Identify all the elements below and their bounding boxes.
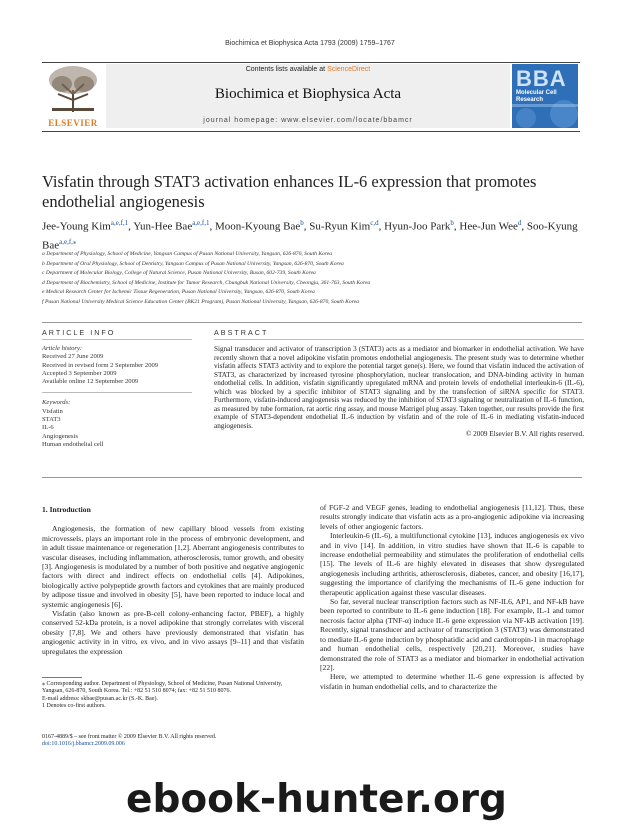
journal-name: Biochimica et Biophysica Acta — [214, 86, 402, 102]
paragraph: Here, we attempted to determine whether IL-6 gene expression is affected by visfatin in human endothelial cells, and to characterize the — [320, 672, 584, 691]
footnote: E-mail address: skbae@pusan.ac.kr (S.-K. Bae). — [42, 695, 158, 702]
author-list: Jee-Young Kim$^{a,e,f,1}$, Yun-Hee Bae$^{a,e,f,1}$, Moon-Kyoung Bae$^b$, Su-Ryun Kim$^{c,d}$, Hyun-Joo Park$^b$, Hee-Jun Wee$^d$, Soo-Kyung Bae$^{a,e,f,⁎}$ — [42, 219, 578, 252]
paragraph: Interleukin-6 (IL-6), a multifunctional cytokine [13], induces angiogenesis ex vivo and in vivo [14]. In addition, in vitro studies have shown that IL-6 is capable to increase endothelial permeability and stimulates the proliferation of endothelial cells [15]. The levels of IL-6 are highly elevated in diseases that show dysregulated angiogenesis including arthritis, atherosclerosis, diabetes, cancer, and obesity [16,17], suggesting the importance of clarifying the mechanisms of IL-6 gene induction for therapeutic application against these vascular diseases. — [320, 531, 584, 597]
author-name: Su-Ryun Kim — [309, 220, 371, 233]
cover-title: BBA — [516, 66, 567, 91]
abstract-heading: ABSTRACT — [214, 328, 269, 337]
affiliation: b Department of Oral Physiology, School of Dentistry, Yangsan Campus of Pusan National University, Yangsan, 626-870, South Korea — [42, 260, 344, 267]
author-name: Jee-Young Kim — [42, 220, 111, 233]
article-title: Visfatin through STAT3 activation enhances IL-6 expression that promotes endothelial angiogenesis — [42, 172, 537, 211]
divider — [42, 392, 192, 393]
author-affil-marker: d — [517, 219, 522, 227]
author-name: Hyun-Joo Park — [384, 220, 451, 233]
keyword: STAT3 — [42, 416, 61, 424]
keyword: Angiogenesis — [42, 432, 78, 440]
section-heading: 1. Introduction — [42, 505, 91, 514]
affiliation-list — [42, 250, 582, 308]
abstract-text: Signal transducer and activator of transcription 3 (STAT3) acts as a mediator and biomarker in endothelial activation. We have recently shown that a novel adipokine visfatin promotes endothelial angiogenesis. The present study was to determine whether visfatin affects STAT3 activity and to explore the potential target gene(s). Here, we found that visfatin induced the activation of STAT3, as characterized by increased tyrosine phosphorylation, nuclear translocation, and DNA-binding activity in human endothelial cells. In addition, visfatin significantly upregulated mRNA and protein levels of endothelial interleukin-6 (IL-6), which was blocked by a specific inhibitor of STAT3 signaling and by the transfection of siRNA specific for STAT3. Furthermore, visfatin-induced angiogenesis was reduced by the inhibition of STAT3 signaling or neutralization of IL-6 function, as measured by tube formation, rat aortic ring assay, and mouse Matrigel plug assay. Taken together, our results provide the first example of STAT3-dependent endothelial IL-6 induction by visfatin and of the role of IL-6 in mediating visfatin-induced angiogenesis. — [214, 345, 584, 430]
author-name: Moon-Kyoung Bae — [215, 220, 301, 233]
right-column — [320, 503, 584, 691]
journal-homepage[interactable]: journal homepage: www.elsevier.com/locate/bbamcr — [203, 117, 413, 124]
affiliation: e Medical Research Center for Ischemic Tissue Regeneration, Pusan National University, Yangsan, 626-870, South Korea — [42, 289, 315, 296]
left-column — [42, 505, 304, 656]
contents-line — [106, 66, 510, 73]
contents-prefix: Contents lists available at — [245, 66, 328, 73]
keyword: Human endothelial cell — [42, 440, 104, 448]
footnote: ⁎ Corresponding author. Department of Physiology, School of Medicine, Pusan National University, Yangsan, 626-870, South Korea. Tel.: +82 51 510 8074; fax: +82 51 510 8076. — [42, 681, 283, 695]
front-matter — [42, 734, 304, 749]
divider — [42, 339, 192, 340]
history-list — [42, 353, 192, 386]
history-label: Article history: — [42, 345, 83, 352]
paragraph: of FGF-2 and VEGF genes, leading to endothelial angiogenesis [11,12]. Thus, these results strongly indicate that visfatin acts as a pro-angiogenic adipokine via increasing levels of other angiogenic factors. — [320, 503, 584, 531]
author-affil-marker: c,d — [370, 219, 379, 227]
paragraph: Angiogenesis, the formation of new capillary blood vessels from existing microvessels, plays an important role in the process of embryonic development, and in adult tissue maintenance or regeneration [1,2]. Aberrant angiogenesis contributes to vascular diseases, including inflammation, atherosclerosis, tumor growth, and obesity [3]. Angiogenesis is modulated by a number of both positive and negative angiogenic factors with direct and indirect effects on endothelial cells [4]. Adipokines, biologically active polypeptide growth factors and cytokines that are mainly produced by adipose tissue and involved in obesity [5], have been reported to induce local and systemic angiogenesis [6]. — [42, 524, 304, 609]
article-info — [42, 345, 192, 449]
history-item: Accepted 3 September 2009 — [42, 369, 117, 377]
keyword: Visfatin — [42, 407, 63, 415]
paragraph: Visfatin (also known as pre-B-cell colony-enhancing factor, PBEF), a highly conserved 52-kDa protein, is a novel adipokine that strongly correlates with visceral obesity [7,8]. We and others have previously demonstrated that visfatin has angiogenic activity in in vitro, ex vivo, and in vivo assays [9–11] and that visfatin upregulates the expression — [42, 609, 304, 656]
divider — [214, 339, 584, 340]
watermark: ebook-hunter.org — [126, 777, 507, 822]
keyword: IL-6 — [42, 424, 54, 432]
issn-line: 0167-4889/$ – see front matter © 2009 Elsevier B.V. All rights reserved. — [42, 734, 217, 740]
author-affil-marker: b — [300, 219, 304, 227]
divider — [42, 322, 582, 323]
footnote-rule — [42, 677, 82, 678]
affiliation: f Pusan National University Medical Science Education Center (BK21 Program), Pusan National University, Yangsan, 626-870, South Korea — [42, 298, 359, 305]
author-affil-marker: a,e,f,⁎ — [59, 237, 77, 246]
history-item: Received 27 June 2009 — [42, 353, 104, 361]
sciencedirect-link[interactable]: ScienceDirect — [327, 66, 371, 73]
cover-subtitle: Molecular Cell Research — [516, 90, 557, 103]
affiliation: c Department of Molecular Biology, College of Natural Science, Pusan National University, Busan, 602-739, South Korea — [42, 270, 316, 277]
copyright: © 2009 Elsevier B.V. All rights reserved. — [465, 430, 584, 438]
author-name: Yun-Hee Bae — [133, 220, 193, 233]
affiliation: a Department of Physiology, School of Medicine, Yangsan Campus of Pusan National University, Yangsan, 626-870, South Korea — [42, 251, 333, 257]
keyword-list — [42, 408, 192, 449]
article-info-heading: ARTICLE INFO — [42, 328, 116, 337]
author-affil-marker: a,e,f,1 — [192, 219, 210, 227]
keywords-label: Keywords: — [42, 399, 71, 407]
divider — [42, 477, 582, 478]
affiliation: d Department of Biochemistry, School of Medicine, Institute for Tumor Research, Chungbuk National University, Cheongju, 361-763, South Korea — [42, 279, 371, 286]
author-name: Soo-Kyung Bae — [42, 220, 578, 252]
history-item: Available online 12 September 2009 — [42, 378, 139, 386]
elsevier-tree-logo — [44, 64, 102, 114]
history-item: Received in revised form 2 September 2009 — [42, 361, 159, 369]
journal-citation: Biochimica et Biophysica Acta 1793 (2009) 1759–1767 — [225, 40, 395, 47]
paragraph: So far, several nuclear transcription factors such as NF-IL6, AP1, and NF-kB have been reported to contribute to IL-6 gene induction [18]. For example, IL-1 and tumor necrosis factor alpha (TNF-α) induce IL-6 gene expression via NF-kB activation [19]. Recently, signal transducer and activator of transcription 3 (STAT3) was demonstrated to mediate IL-6 gene induction by phosphatidic acid and cardiotropin-1 in macrophage and human endothelial cells, respectively [20,21]. Moreover, studies have demonstrated the role of STAT3 as a mediator and biomarker in endothelial activation [22]. — [320, 597, 584, 672]
elsevier-wordmark: ELSEVIER — [48, 118, 98, 128]
author-affil-marker: b — [450, 219, 454, 227]
abstract — [214, 345, 584, 439]
author-name: Hee-Jun Wee — [459, 220, 518, 233]
footnotes — [42, 681, 304, 710]
footnote: 1 Denotes co-first authors. — [42, 702, 106, 709]
doi-link[interactable]: doi:10.1016/j.bbamcr.2009.09.006 — [42, 741, 125, 748]
journal-cover — [512, 64, 578, 128]
author-affil-marker: a,e,f,1 — [110, 219, 129, 227]
